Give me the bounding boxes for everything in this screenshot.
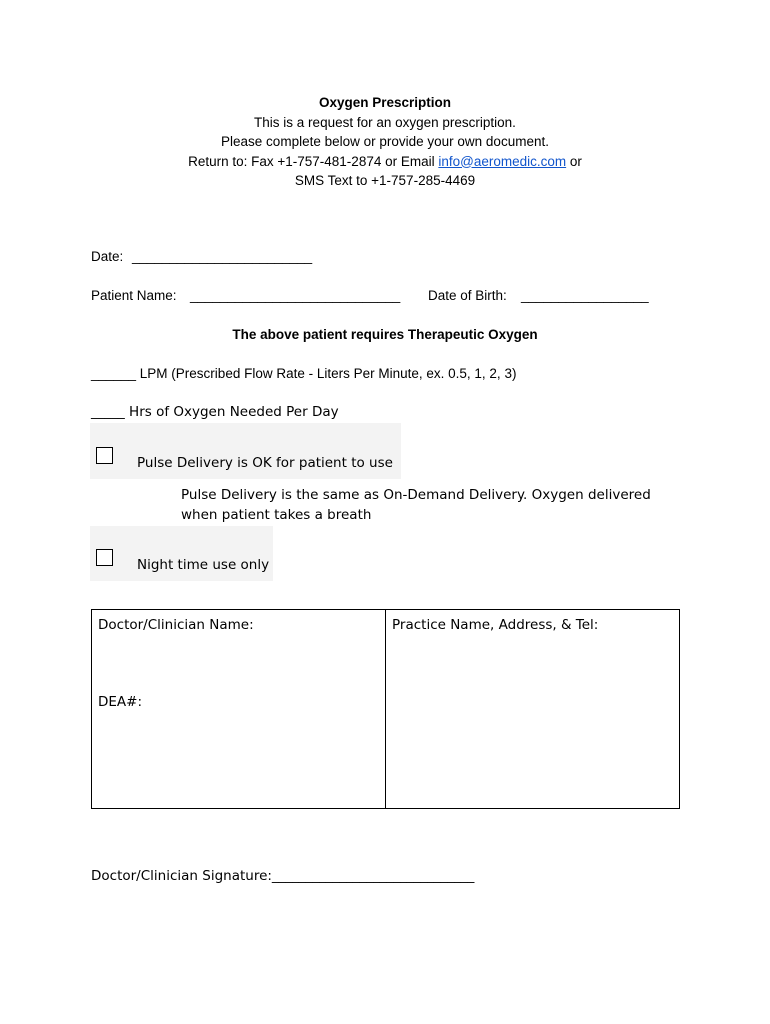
requirement-heading: The above patient requires Therapeutic Oxygen bbox=[232, 327, 538, 342]
dob-field[interactable]: _________________ bbox=[521, 288, 649, 303]
hours-field-line[interactable]: _____ Hrs of Oxygen Needed Per Day bbox=[91, 404, 339, 420]
night-use-checkbox[interactable] bbox=[96, 549, 113, 566]
dea-label: DEA#: bbox=[98, 694, 143, 710]
sms-line: SMS Text to +1-757-285-4469 bbox=[294, 173, 476, 188]
document-title: Oxygen Prescription bbox=[318, 95, 452, 110]
doctor-name-label: Doctor/Clinician Name: bbox=[98, 617, 254, 633]
lpm-field-line[interactable]: ______ LPM (Prescribed Flow Rate - Liters Per Minute, ex. 0.5, 1, 2, 3) bbox=[91, 366, 517, 381]
intro-line-1: This is a request for an oxygen prescription. bbox=[254, 114, 516, 130]
pulse-delivery-label: Pulse Delivery is OK for patient to use bbox=[137, 455, 393, 471]
document-header bbox=[0, 93, 770, 191]
dob-label: Date of Birth: bbox=[428, 288, 507, 303]
return-to-suffix: or bbox=[566, 153, 582, 169]
return-to-line bbox=[0, 152, 770, 172]
date-label: Date: bbox=[91, 249, 124, 264]
night-use-label: Night time use only bbox=[137, 557, 270, 573]
clinician-table-divider bbox=[385, 609, 386, 809]
patient-name-label: Patient Name: bbox=[91, 288, 177, 303]
pulse-note-line-1: Pulse Delivery is the same as On-Demand Delivery. Oxygen delivered bbox=[181, 487, 651, 503]
return-to-prefix: Return to: Fax +1-757-481-2874 or Email bbox=[188, 153, 439, 169]
intro-line-2: Please complete below or provide your own document. bbox=[221, 134, 549, 149]
date-field[interactable]: ________________________ bbox=[132, 249, 313, 264]
patient-name-field[interactable]: ____________________________ bbox=[190, 288, 401, 303]
email-link[interactable]: info@aeromedic.com bbox=[438, 153, 567, 169]
pulse-delivery-checkbox[interactable] bbox=[96, 447, 113, 464]
pulse-note-line-2: when patient takes a breath bbox=[181, 507, 372, 523]
signature-line[interactable]: Doctor/Clinician Signature:______________________________ bbox=[91, 868, 475, 884]
practice-info-label: Practice Name, Address, & Tel: bbox=[392, 617, 599, 633]
